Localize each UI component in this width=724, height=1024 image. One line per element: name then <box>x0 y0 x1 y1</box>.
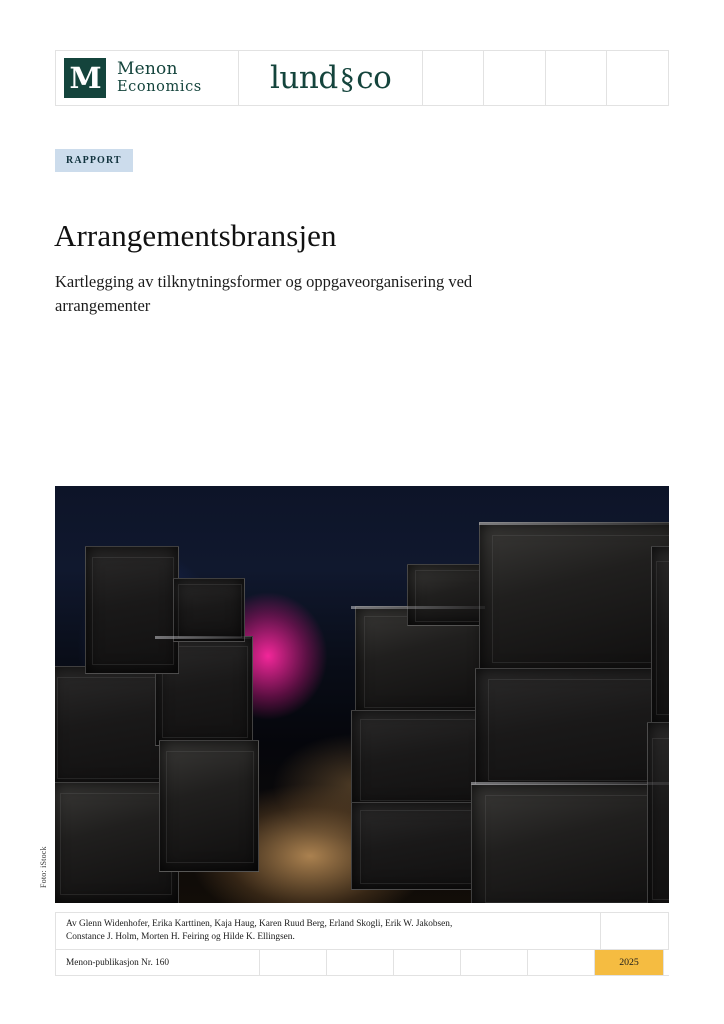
header-grid-cell-4 <box>607 51 669 105</box>
authors-line-2: Constance J. Holm, Morten H. Feiring og Hilde K. Ellingsen. <box>66 932 295 943</box>
lund-co-logo <box>239 51 423 105</box>
publication-year: 2025 <box>595 950 664 975</box>
crate-shape <box>351 710 489 808</box>
publication-row <box>56 950 669 976</box>
report-type-badge: RAPPORT <box>55 149 133 172</box>
co-word: co <box>356 60 392 96</box>
crate-shape <box>471 784 669 903</box>
crate-edge <box>471 782 669 785</box>
footer-grid-cell-f <box>528 950 595 975</box>
footer-grid-cell-a <box>601 913 669 949</box>
footer-grid-cell-b <box>260 950 327 975</box>
crate-shape <box>479 522 669 674</box>
authors-row <box>56 913 669 950</box>
menon-logo-line1: Menon <box>117 59 178 80</box>
header-grid-cell-2 <box>484 51 546 105</box>
lund-word: lund <box>270 60 338 96</box>
menon-logo <box>55 51 239 105</box>
crate-edge <box>351 606 485 609</box>
authors-line-1: Av Glenn Widenhofer, Erika Karttinen, Kaja Haug, Karen Ruud Berg, Erland Skogli, Erik W. Jakobsen, <box>66 919 453 929</box>
footer-grid <box>55 912 669 976</box>
menon-logo-line2: Economics <box>117 79 202 96</box>
footer-grid-cell-d <box>394 950 461 975</box>
crate-shape <box>475 668 669 790</box>
footer-grid-cell-c <box>327 950 394 975</box>
crate-shape <box>85 546 179 674</box>
cover-image <box>55 486 669 903</box>
crate-edge <box>479 522 669 525</box>
header-grid-cell-3 <box>546 51 608 105</box>
menon-logo-wordmark <box>117 60 202 95</box>
cover-image-scene <box>55 486 669 903</box>
header-grid-cell-1 <box>423 51 485 105</box>
crate-shape <box>173 578 245 642</box>
photo-credit: Foto: iStock <box>39 846 48 888</box>
crate-shape <box>55 666 171 788</box>
logo-band <box>55 50 669 106</box>
page-subtitle: Kartlegging av tilknytningsformer og oppgaveorganisering ved arrangementer <box>55 272 473 316</box>
authors-cell <box>56 913 601 949</box>
crate-shape <box>647 722 669 903</box>
ampersand-glyph: § <box>339 62 355 95</box>
crate-edge <box>155 636 251 639</box>
footer-grid-cell-e <box>461 950 528 975</box>
publication-number: Menon-publikasjon Nr. 160 <box>56 950 260 975</box>
crate-shape <box>159 740 259 872</box>
page-title: Arrangementsbransjen <box>54 218 337 253</box>
lund-co-wordmark <box>270 60 391 96</box>
menon-logo-mark: M <box>64 58 106 98</box>
crate-shape <box>651 546 669 728</box>
